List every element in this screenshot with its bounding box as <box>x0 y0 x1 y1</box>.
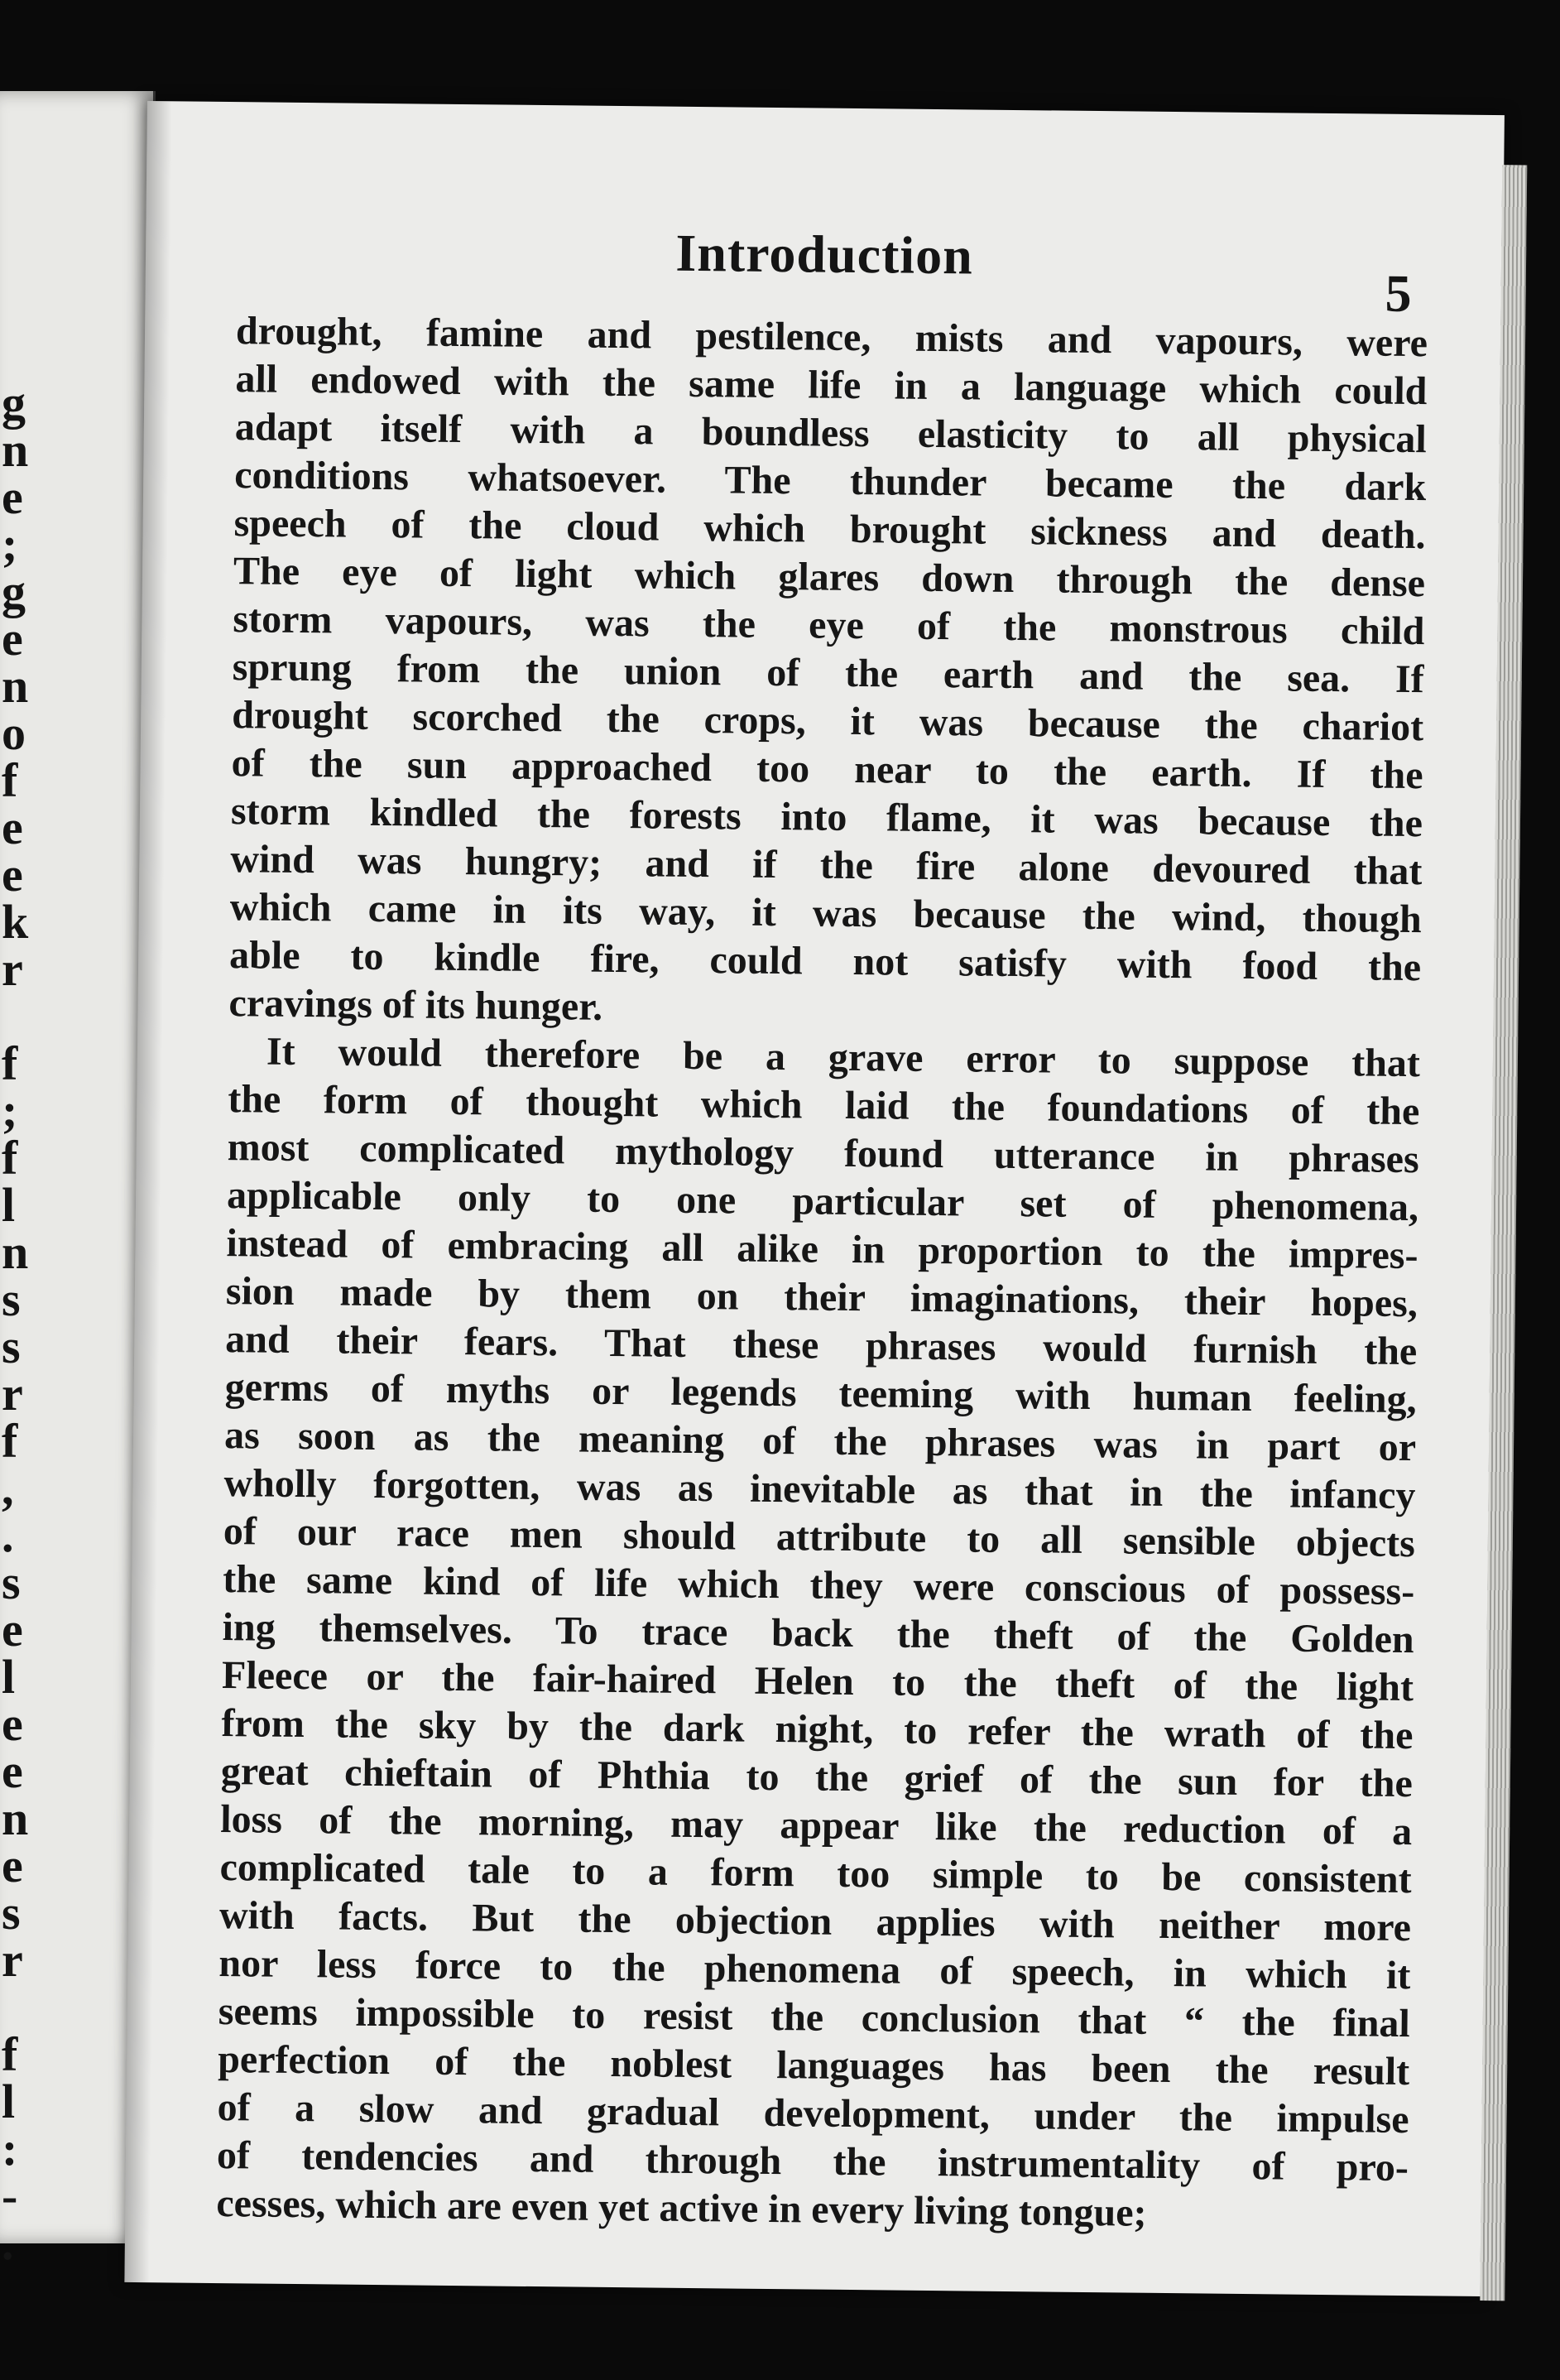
text-line: storm vapours, was the eye of the monstrous child <box>233 597 1425 654</box>
text-line: with facts. But the objection applies with neither more <box>218 1893 1412 1950</box>
paragraph <box>216 1027 1420 2240</box>
facing-page-fragment: l <box>2 2075 16 2128</box>
facing-page-fragment: l <box>2 1178 16 1232</box>
text-line: great chieftain of Phthia to the grief of the sun for the <box>220 1749 1414 1806</box>
text-line: from the sky by the dark night, to refer the wrath of the <box>221 1701 1414 1758</box>
facing-page-fragment <box>0 1983 33 2031</box>
text-line: drought, famine and pestilence, mists and vapours, were <box>235 309 1428 366</box>
text-line: of the sun approached too near to the earth. If the <box>231 741 1423 798</box>
facing-page-fragment: e <box>2 801 23 854</box>
facing-page-fragment: e <box>2 1697 23 1751</box>
facing-page-fragment: r <box>2 942 23 996</box>
text-line: which came in its way, it was because the wind, though <box>229 885 1423 942</box>
facing-page-fragment: e <box>2 612 23 666</box>
facing-page-fragment: e <box>2 1603 23 1656</box>
facing-page-fragment: r <box>2 1933 23 1987</box>
facing-page-fragment: k <box>2 895 29 949</box>
facing-page-fragment: f <box>2 1131 18 1185</box>
facing-page-fragment: , <box>2 1461 14 1515</box>
text-line: of our race men should attribute to all sensible objects <box>223 1509 1416 1566</box>
facing-page-fragment: f <box>2 1036 18 1090</box>
text-line: ing themselves. To trace back the theft of the Golden <box>222 1605 1414 1662</box>
facing-page-fragment: ; <box>2 1084 18 1137</box>
text-line: nor less force to the phenomena of speech, in which it <box>218 1941 1411 1998</box>
facing-page-fragment: . <box>2 1508 14 1562</box>
facing-page-fragment: f <box>2 753 18 807</box>
facing-page-fragment: n <box>2 1225 29 1279</box>
facing-page-fragment: e <box>2 470 23 524</box>
text-line: The eye of light which glares down through the dense <box>233 549 1426 606</box>
facing-page-fragment: r <box>2 1367 23 1421</box>
facing-page-fragment: n <box>2 659 29 713</box>
facing-page-fragment: s <box>2 1886 21 1940</box>
text-line: and their fears. That these phrases would furnish the <box>225 1317 1418 1374</box>
text-line: drought scorched the crops, it was because the chariot <box>231 693 1424 750</box>
text-line: storm kindled the forests into flame, it was because the <box>230 789 1423 846</box>
facing-page-text-fragments <box>0 376 33 2270</box>
text-line: cravings of its hunger. <box>228 981 603 1029</box>
facing-page-fragment: g <box>2 565 26 618</box>
page-edge <box>1480 165 1527 2301</box>
facing-page-fragment: n <box>2 423 29 477</box>
text-line: of a slow and gradual development, under the impulse <box>217 2085 1409 2142</box>
text-line: wind was hungry; and if the fire alone devoured that <box>230 837 1423 894</box>
text-line: as soon as the meaning of the phrases was in part or <box>223 1413 1417 1470</box>
text-line: all endowed with the same life in a language which could <box>235 357 1428 414</box>
facing-page-fragment: l <box>2 1650 16 1704</box>
text-line: of tendencies and through the instrumentality of pro- <box>216 2133 1409 2190</box>
facing-page-fragment: e <box>2 848 23 902</box>
text-line: loss of the morning, may appear like the reduction of a <box>219 1797 1413 1854</box>
text-line: applicable only to one particular set of phenomena, <box>226 1173 1419 1230</box>
text-line: seems impossible to resist the conclusion that “ the final <box>218 1989 1411 2046</box>
facing-page-fragment: . <box>2 2216 14 2270</box>
paragraph <box>228 307 1428 1040</box>
text-line: perfection of the noblest languages has been the result <box>217 2037 1410 2094</box>
body-text <box>216 307 1428 2240</box>
text-line: sion made by them on their imaginations, their hopes, <box>225 1269 1418 1326</box>
text-line: the same kind of life which they were conscious of possess- <box>223 1557 1415 1614</box>
facing-page-fragment <box>0 993 33 1040</box>
text-line: It would therefore be a grave error to suppose that <box>266 1029 1421 1086</box>
text-line: most complicated mythology found utterance in phrases <box>227 1125 1419 1182</box>
text-line: the form of thought which laid the foundations of the <box>228 1077 1420 1134</box>
facing-page-fragment: f <box>2 2027 18 2081</box>
facing-page-fragment: o <box>2 706 26 760</box>
facing-page-fragment: e <box>2 1839 23 1892</box>
text-line: complicated tale to a form too simple to be consistent <box>219 1845 1412 1902</box>
facing-page-fragment: ; <box>2 517 18 571</box>
facing-page-fragment: : <box>2 2122 18 2176</box>
facing-page-fragment: s <box>2 1320 21 1373</box>
text-line: wholly forgotten, was as inevitable as that in the infancy <box>223 1461 1416 1518</box>
text-line: Fleece or the fair-haired Helen to the theft of the light <box>221 1653 1414 1710</box>
text-line: sprung from the union of the earth and the sea. If <box>232 645 1425 702</box>
running-head: Introduction <box>675 223 974 286</box>
text-line: adapt itself with a boundless elasticity to all physical <box>234 405 1428 462</box>
facing-page-fragment: f <box>2 1414 18 1468</box>
text-line: able to kindle fire, could not satisfy with food the <box>228 933 1422 990</box>
facing-page-fragment: g <box>2 376 26 430</box>
facing-page-fragment: n <box>2 1791 29 1845</box>
facing-page-fragment: - <box>2 2169 18 2223</box>
text-line: instead of embracing all alike in proportion to the impres- <box>226 1221 1418 1278</box>
text-line: germs of myths or legends teeming with human feeling, <box>224 1365 1417 1422</box>
facing-page-fragment: e <box>2 1744 23 1798</box>
facing-page-fragment: s <box>2 1555 21 1609</box>
text-line: speech of the cloud which brought sickness and death. <box>233 501 1426 558</box>
facing-page-fragment: s <box>2 1272 21 1326</box>
text-line: conditions whatsoever. The thunder became the dark <box>233 453 1427 510</box>
page-number: 5 <box>1385 263 1413 324</box>
text-line: cesses, which are even yet active in every living tongue; <box>216 2181 1147 2235</box>
book-page <box>124 101 1505 2296</box>
